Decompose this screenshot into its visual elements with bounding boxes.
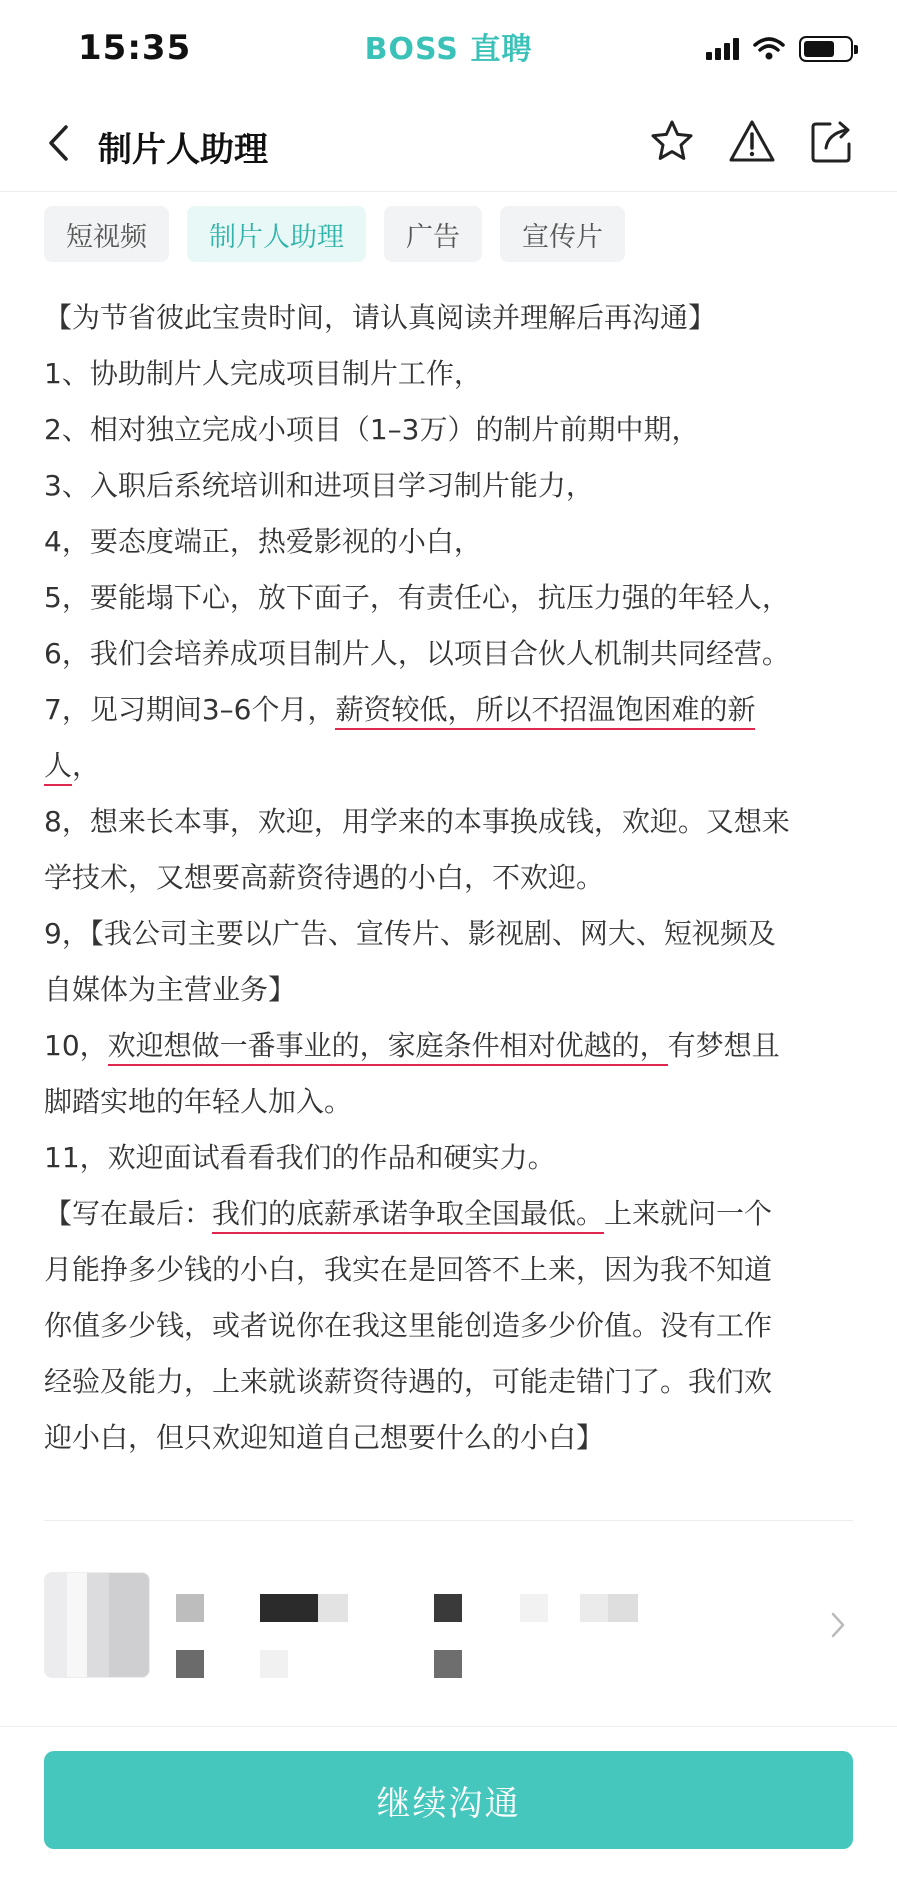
tag-advertising: 广告 [384, 206, 482, 262]
company-card[interactable] [44, 1570, 853, 1680]
desc-line: 月能挣多少钱的小白，我实在是回答不上来，因为我不知道 [44, 1253, 773, 1286]
company-card-chevron [823, 1600, 853, 1650]
desc-text: 7，见习期间3–6个月， [44, 693, 336, 726]
wifi-icon [753, 37, 785, 61]
desc-line [44, 1018, 864, 1074]
desc-text: 【写在最后： [44, 1197, 213, 1230]
page-title: 制片人助理 [98, 130, 268, 170]
warning-icon [727, 118, 777, 164]
desc-text: 上来就问一个 [604, 1197, 773, 1230]
underlined-text: 我们的底薪承诺争取全国最低。 [212, 1197, 604, 1234]
nav-bar [0, 96, 897, 192]
chevron-right-icon [830, 1610, 846, 1640]
underlined-text: 欢迎想做一番事业的，家庭条件相对优越的， [108, 1029, 668, 1066]
status-icons [706, 34, 853, 64]
tag-promo-video: 宣传片 [500, 206, 625, 262]
desc-text: 有梦想且 [667, 1029, 780, 1062]
desc-line: 学技术，又想要高薪资待遇的小白，不欢迎。 [44, 861, 605, 894]
desc-line: 11，欢迎面试看看我们的作品和硬实力。 [44, 1141, 556, 1174]
battery-icon [799, 36, 853, 62]
desc-line: 迎小白，但只欢迎知道自己想要什么的小白】 [44, 1421, 605, 1454]
report-button[interactable] [727, 116, 777, 166]
desc-line: 自媒体为主营业务】 [44, 973, 297, 1006]
cellular-signal-icon [706, 38, 739, 60]
underlined-text: 薪资较低，所以不招温饱困难的新 [335, 693, 755, 730]
obscured-text-block [318, 1594, 348, 1622]
nav-actions [647, 116, 857, 166]
job-description [44, 290, 864, 1466]
underlined-text: 人 [44, 749, 72, 786]
brand-logo-text: BOSS 直聘 [364, 32, 533, 67]
obscured-text-block [260, 1594, 318, 1622]
obscured-text-block [520, 1594, 548, 1622]
obscured-text-block [608, 1594, 638, 1622]
desc-line: 2、相对独立完成小项目（1–3万）的制片前期中期， [44, 413, 700, 446]
desc-line: 6，我们会培养成项目制片人，以项目合伙人机制共同经营。 [44, 637, 790, 670]
obscured-text-block [434, 1650, 462, 1678]
desc-line: 脚踏实地的年轻人加入。 [44, 1085, 353, 1118]
desc-line: 3、入职后系统培训和进项目学习制片能力， [44, 469, 594, 502]
desc-text: 10， [44, 1029, 108, 1062]
desc-line [44, 1186, 864, 1242]
continue-chat-button[interactable]: 继续沟通 [44, 1751, 853, 1849]
desc-line: 【为节省彼此宝贵时间，请认真阅读并理解后再沟通】 [44, 301, 717, 334]
desc-line: 5，要能塌下心，放下面子，有责任心，抗压力强的年轻人， [44, 581, 790, 614]
desc-line: 你值多少钱，或者说你在我这里能创造多少价值。没有工作 [44, 1309, 773, 1342]
star-icon [649, 118, 695, 164]
job-tags [44, 206, 625, 262]
desc-line: 9，【我公司主要以广告、宣传片、影视剧、网大、短视频及 [44, 917, 776, 950]
desc-line: 1、协助制片人完成项目制片工作， [44, 357, 482, 390]
obscured-text-block [176, 1650, 204, 1678]
share-icon [810, 118, 854, 164]
status-time: 15:35 [78, 28, 192, 68]
obscured-text-block [260, 1650, 288, 1678]
desc-line [44, 738, 864, 794]
obscured-text-block [176, 1594, 204, 1622]
back-chevron-icon [46, 123, 70, 163]
tag-short-video: 短视频 [44, 206, 169, 262]
desc-line [44, 682, 864, 738]
back-button[interactable] [38, 118, 78, 168]
bottom-action-bar [0, 1726, 897, 1898]
status-bar [0, 0, 897, 90]
desc-text: ， [72, 749, 101, 782]
obscured-text-block [434, 1594, 462, 1622]
divider [44, 1520, 853, 1521]
company-logo [44, 1572, 150, 1678]
obscured-text-block [580, 1594, 608, 1622]
favorite-button[interactable] [647, 116, 697, 166]
tag-producer-assistant: 制片人助理 [187, 206, 366, 262]
share-button[interactable] [807, 116, 857, 166]
desc-line: 经验及能力，上来就谈薪资待遇的，可能走错门了。我们欢 [44, 1365, 773, 1398]
desc-line: 8，想来长本事，欢迎，用学来的本事换成钱，欢迎。又想来 [44, 805, 790, 838]
desc-line: 4，要态度端正，热爱影视的小白， [44, 525, 482, 558]
